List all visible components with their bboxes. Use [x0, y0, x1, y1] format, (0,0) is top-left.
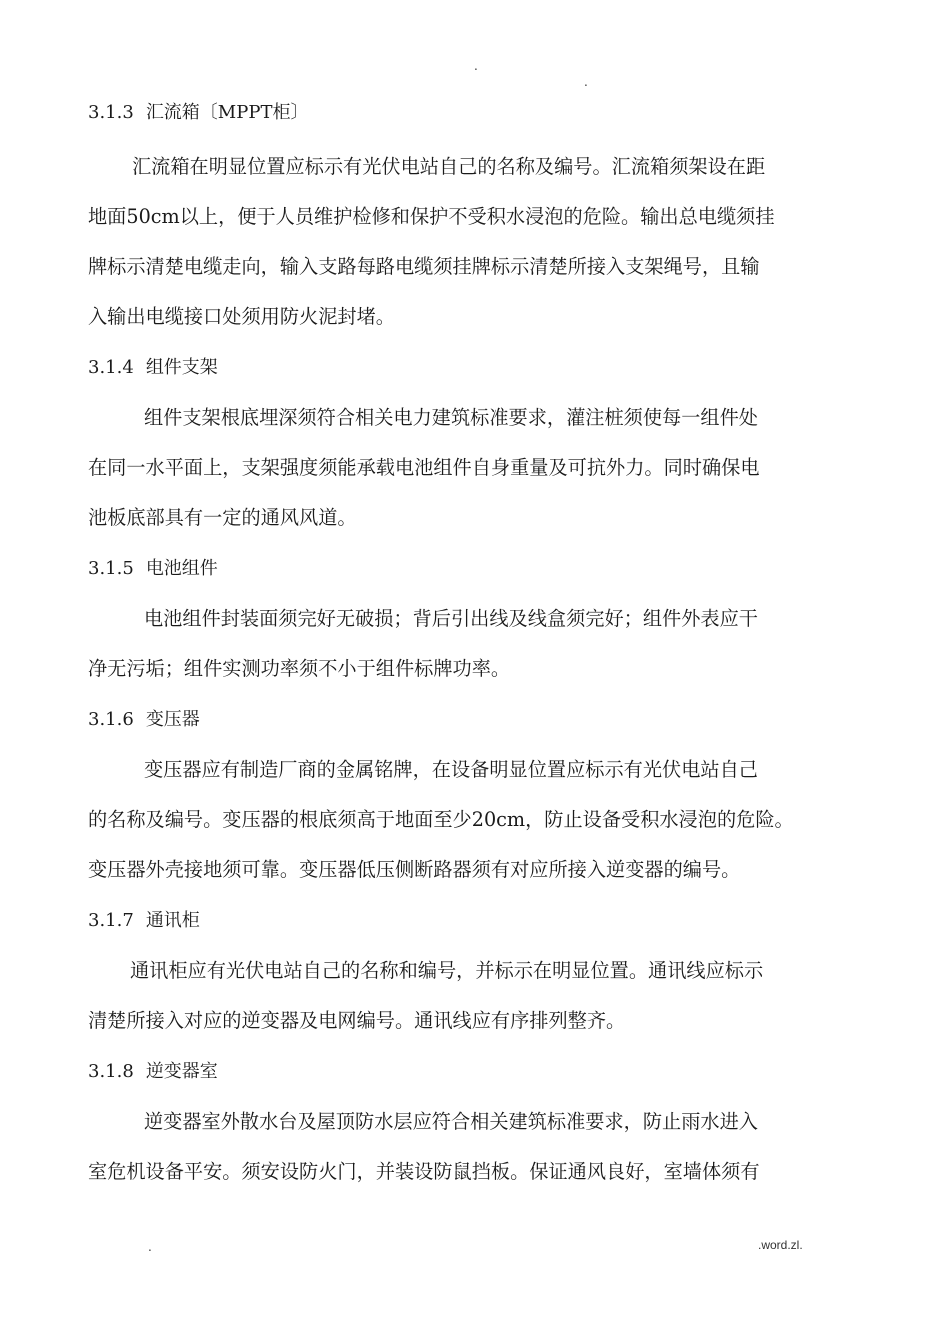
paragraph-line: 汇流箱在明显位置应标示有光伏电站自己的名称及编号。汇流箱须架设在距 — [132, 155, 766, 178]
section-title: 变压器 — [145, 709, 200, 730]
section-heading — [88, 556, 873, 582]
section-paragraph — [88, 594, 873, 694]
section-3-1-5 — [88, 556, 873, 694]
section-paragraph — [88, 1097, 873, 1197]
section-3-1-4 — [88, 355, 873, 543]
footer-dot: . — [148, 1240, 152, 1254]
section-title: 组件支架 — [145, 357, 218, 378]
section-paragraph — [88, 745, 873, 895]
paragraph-line: 变压器外壳接地须可靠。变压器低压侧断路器须有对应所接入逆变器的编号。 — [88, 858, 741, 881]
section-3-1-6 — [88, 707, 873, 895]
section-heading — [88, 100, 873, 126]
paragraph-line: 在同一水平面上，支架强度须能承载电池组件自身重量及可抗外力。同时确保电 — [88, 456, 760, 479]
paragraph-line: 池板底部具有一定的通风风道。 — [88, 506, 357, 529]
paragraph-line: 净无污垢；组件实测功率须不小于组件标牌功率。 — [88, 657, 511, 680]
paragraph-line: 变压器应有制造厂商的金属铭牌，在设备明显位置应标示有光伏电站自己 — [144, 758, 758, 781]
paragraph-line: 牌标示清楚电缆走向，输入支路每路电缆须挂牌标示清楚所接入支架绳号，且输 — [88, 255, 760, 278]
section-number: 3.1.7 — [88, 910, 134, 931]
section-number: 3.1.5 — [88, 558, 134, 579]
section-3-1-3 — [88, 100, 873, 342]
section-paragraph — [88, 946, 873, 1046]
section-number: 3.1.6 — [88, 709, 134, 730]
section-title: 逆变器室 — [145, 1061, 218, 1082]
section-3-1-8 — [88, 1059, 873, 1197]
section-heading — [88, 707, 873, 733]
section-title: 通讯柜 — [145, 910, 200, 931]
section-paragraph — [88, 142, 873, 342]
section-3-1-7 — [88, 908, 873, 1046]
paragraph-line: 室危机设备平安。须安设防火门，并装设防鼠挡板。保证通风良好，室墙体须有 — [88, 1160, 760, 1183]
section-paragraph — [88, 393, 873, 543]
header-dot-right: . — [584, 75, 588, 89]
section-heading — [88, 1059, 873, 1085]
paragraph-line: 组件支架根底埋深须符合相关电力建筑标准要求，灌注桩须使每一组件处 — [144, 406, 758, 429]
section-heading — [88, 355, 873, 381]
section-heading — [88, 908, 873, 934]
paragraph-line: 清楚所接入对应的逆变器及电网编号。通讯线应有序排列整齐。 — [88, 1009, 626, 1032]
section-number: 3.1.8 — [88, 1061, 134, 1082]
header-dot-left: . — [474, 59, 478, 73]
section-number: 3.1.3 — [88, 102, 134, 123]
paragraph-line: 入输出电缆接口处须用防火泥封堵。 — [88, 305, 395, 328]
section-title: 汇流箱〔MPPT柜〕 — [145, 102, 309, 123]
paragraph-line: 地面50cm以上，便于人员维护检修和保护不受积水浸泡的危险。输出总电缆须挂 — [88, 205, 775, 228]
section-number: 3.1.4 — [88, 357, 134, 378]
document-body — [88, 100, 873, 1197]
paragraph-line: 通讯柜应有光伏电站自己的名称和编号，并标示在明显位置。通讯线应标示 — [130, 959, 764, 982]
paragraph-line: 电池组件封装面须完好无破损；背后引出线及线盒须完好；组件外表应干 — [144, 607, 758, 630]
paragraph-line: 的名称及编号。变压器的根底须高于地面至少20cm，防止设备受积水浸泡的危险。 — [88, 808, 794, 831]
paragraph-line: 逆变器室外散水台及屋顶防水层应符合相关建筑标准要求，防止雨水进入 — [144, 1110, 758, 1133]
footer-watermark-text: .word.zl. — [758, 1238, 803, 1252]
section-title: 电池组件 — [145, 558, 218, 579]
